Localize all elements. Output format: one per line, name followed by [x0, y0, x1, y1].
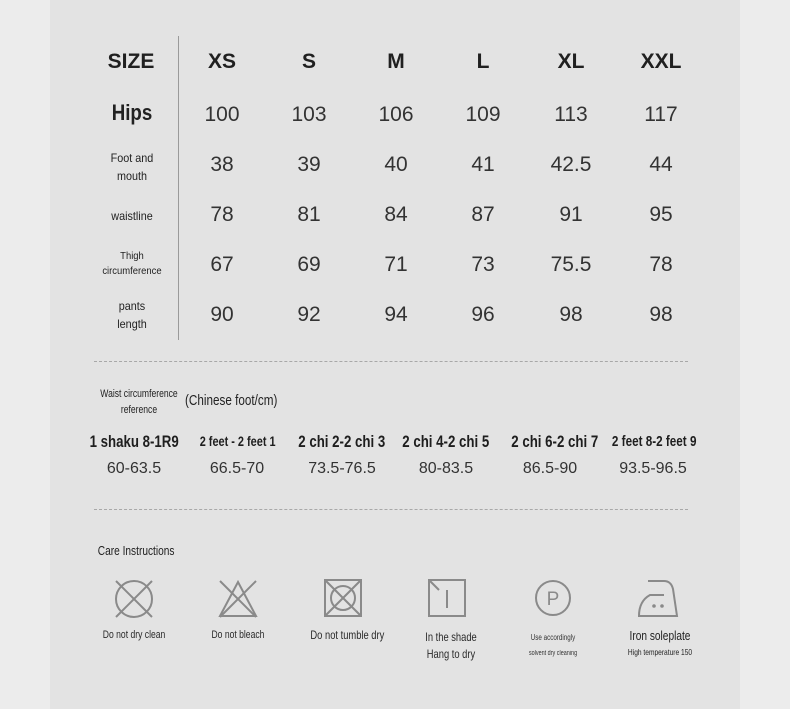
waist-ref-range-text: 2 chi 4-2 chi 5	[402, 432, 490, 451]
waist-ref-range-text: 2 chi 2-2 chi 3	[298, 432, 386, 451]
size-header-label: SIZE	[107, 50, 155, 73]
waist-ref-range	[72, 432, 196, 452]
waist-ref-cm: 80-83.5	[418, 460, 474, 477]
table-cell: 106	[378, 103, 414, 126]
care-label-text: Do not bleach	[211, 629, 265, 641]
professional-dry-clean-icon	[533, 578, 573, 618]
row-label-foot-mouth	[96, 149, 168, 185]
table-cell: 95	[649, 203, 673, 226]
care-title	[86, 543, 186, 558]
size-column-xl: XL	[557, 50, 585, 73]
waist-ref-cm: 66.5-70	[209, 460, 265, 477]
row-label-line: Thigh	[120, 250, 144, 262]
row-label-line: length	[117, 317, 147, 331]
table-cell: 41	[471, 153, 495, 176]
waist-ref-label-line: Waist circumference	[100, 388, 178, 400]
size-column-m: M	[387, 50, 405, 73]
table-cell: 69	[297, 253, 321, 276]
table-cell: 81	[297, 203, 321, 226]
care-label-text: solvent dry cleaning	[528, 650, 578, 657]
row-label-hips: Hips	[111, 100, 153, 125]
size-column-s: S	[301, 50, 316, 73]
waist-ref-range	[390, 432, 502, 452]
table-cell: 67	[210, 253, 234, 276]
table-cell: 100	[204, 103, 240, 126]
care-label-text: In the shade	[425, 630, 477, 644]
table-cell: 96	[471, 303, 495, 326]
waist-ref-range-text: 2 chi 6-2 chi 7	[511, 432, 599, 451]
table-cell: 73	[471, 253, 495, 276]
care-label-text: Do not tumble dry	[310, 628, 384, 642]
care-label	[612, 628, 708, 660]
no-tumble-dry-icon	[323, 578, 363, 618]
table-cell: 113	[554, 103, 588, 126]
care-label-text: Hang to dry	[426, 647, 476, 661]
row-label-line: pants	[118, 299, 146, 313]
table-cell: 75.5	[550, 253, 592, 276]
table-cell: 92	[297, 303, 321, 326]
care-label-text: Iron soleplate	[629, 628, 691, 643]
care-label	[505, 630, 601, 662]
row-label-waistline: waistline	[111, 209, 153, 223]
table-cell: 90	[210, 303, 234, 326]
waist-ref-unit-text: (Chinese foot/cm)	[184, 392, 278, 409]
table-cell: 98	[649, 303, 673, 326]
care-title-text: Care Instructions	[97, 543, 175, 558]
table-cell: 44	[649, 153, 673, 176]
dashed-divider	[94, 361, 688, 362]
no-dry-clean-icon	[113, 578, 155, 620]
table-cell: 42.5	[550, 153, 592, 176]
care-label	[404, 629, 498, 663]
waist-ref-range-text: 2 feet - 2 feet 1	[200, 433, 276, 449]
waist-ref-label-line: reference	[120, 404, 158, 416]
care-label	[193, 629, 283, 641]
table-cell: 38	[210, 153, 234, 176]
waist-ref-unit	[166, 392, 296, 409]
shade-hang-dry-icon	[427, 578, 467, 618]
table-cell: 91	[559, 203, 583, 226]
waist-ref-range	[180, 433, 296, 449]
care-label-text: High temperature 150	[627, 647, 693, 657]
iron-low-temp-icon	[636, 578, 680, 620]
table-cell: 78	[649, 253, 673, 276]
no-bleach-icon	[217, 578, 259, 620]
waist-ref-cm: 86.5-90	[522, 460, 578, 477]
table-divider	[178, 36, 179, 340]
row-label-line: mouth	[116, 169, 148, 183]
table-cell: 98	[559, 303, 583, 326]
size-column-xxl: XXL	[640, 50, 682, 73]
table-cell: 78	[210, 203, 234, 226]
table-cell: 39	[297, 153, 321, 176]
table-cell: 94	[384, 303, 408, 326]
table-cell: 103	[291, 103, 327, 126]
table-cell: 109	[465, 103, 501, 126]
care-label-text: Do not dry clean	[102, 629, 166, 641]
waist-ref-cm: 73.5-76.5	[308, 460, 376, 477]
waist-ref-range	[600, 433, 708, 450]
dashed-divider	[94, 509, 688, 510]
row-label-thigh	[91, 249, 174, 279]
care-label-text: Use accordingly	[530, 633, 576, 642]
row-label-line: circumference	[102, 265, 162, 277]
row-label-pants-length	[96, 297, 168, 333]
waist-ref-range-text: 2 feet 8-2 feet 9	[611, 433, 697, 450]
size-column-xs: XS	[207, 50, 236, 73]
waist-ref-cm: 60-63.5	[106, 460, 162, 477]
care-label	[88, 629, 180, 641]
care-symbol-p: P	[546, 589, 560, 610]
waist-ref-range	[286, 432, 398, 452]
table-cell: 71	[384, 253, 408, 276]
waist-ref-range	[496, 432, 614, 452]
waist-ref-range-text: 1 shaku 8-1R9	[89, 432, 179, 451]
table-cell: 87	[471, 203, 495, 226]
size-column-l: L	[476, 50, 490, 73]
table-cell: 84	[384, 203, 408, 226]
table-cell: 40	[384, 153, 408, 176]
row-label-line: Foot and	[110, 151, 154, 165]
care-label	[296, 628, 398, 642]
waist-ref-cm: 93.5-96.5	[619, 460, 687, 477]
table-cell: 117	[644, 103, 678, 126]
